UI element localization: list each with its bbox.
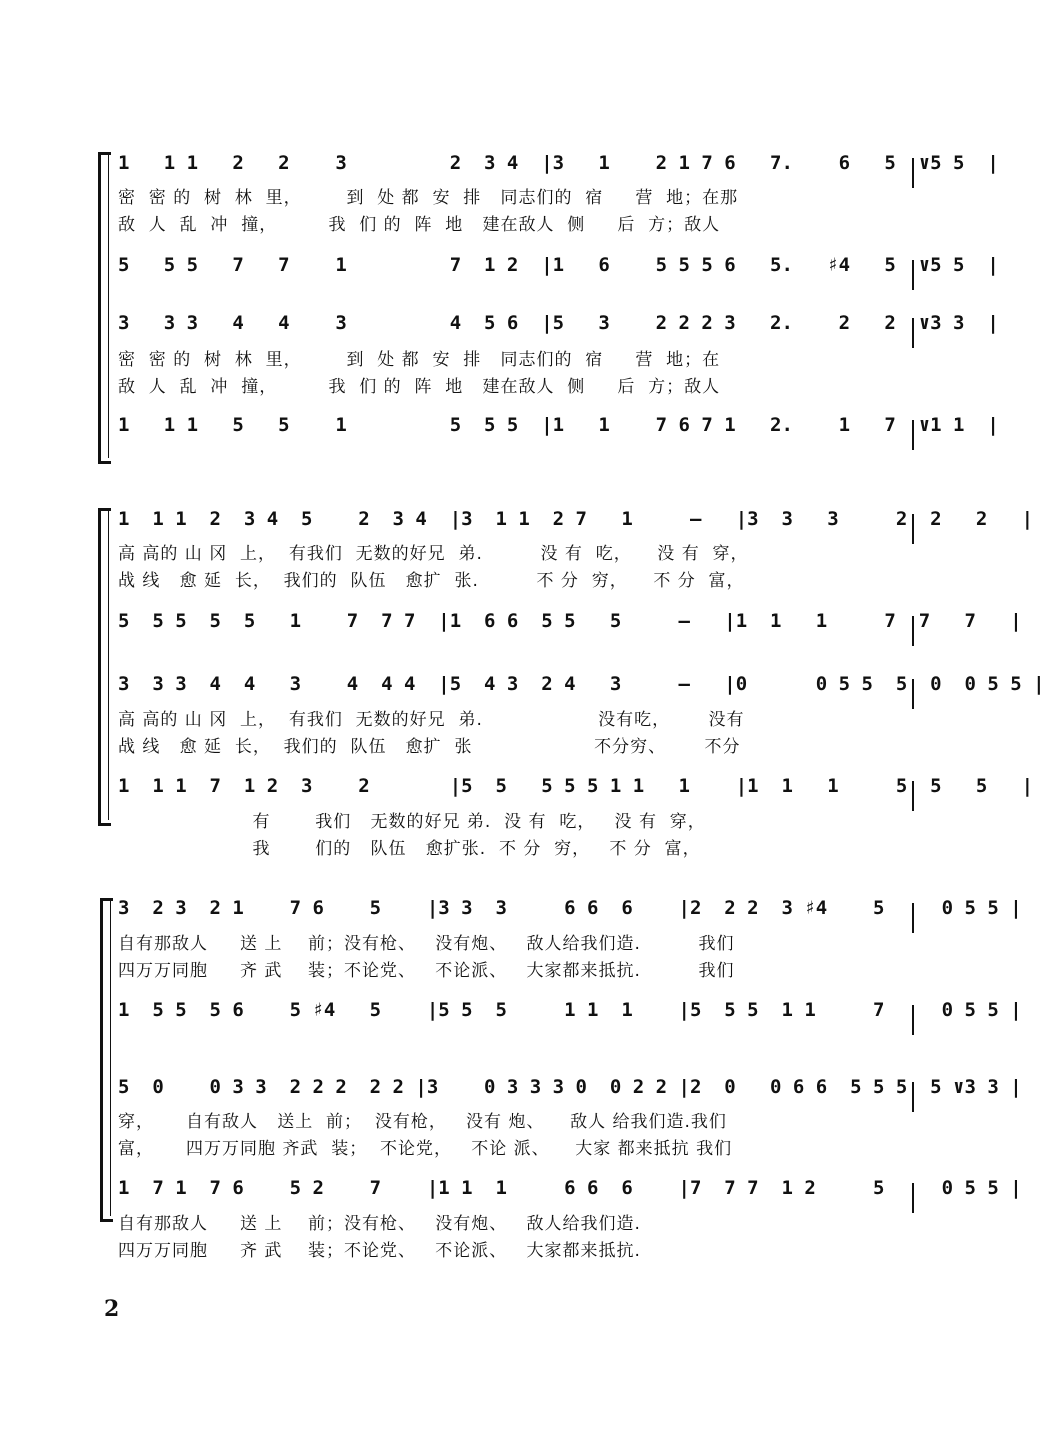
lyric-row: 穿， 自有敌人 送上 前； 没有枪， 没有 炮、 敌人 给我们造.我们 (118, 1112, 727, 1132)
lyric-row: 自有那敌人 送 上 前；没有枪、 没有炮、 敌人给我们造. 我们 (118, 934, 735, 954)
system-bracket-2-inner (108, 508, 109, 820)
lyric-row: 高 高的 山 冈 上， 有我们 无数的好兄 弟. 没有吃， 没有 (118, 710, 745, 730)
lyric-row: 富， 四万万同胞 齐武 装； 不论党， 不论 派、 大家 都来抵抗 我们 (118, 1139, 733, 1159)
notation-row: 3 3 3 4 4 3 4 5 6 |5 3 2 2 2 3 2. 2 2 ∨3 3 | (118, 312, 999, 334)
notation-row: 5 5 5 5 5 1 7 7 7 |1 6 6 5 5 5 – |1 1 1 7 7 7 | (118, 610, 1022, 632)
lyric-row: 自有那敌人 送 上 前；没有枪、 没有炮、 敌人给我们造. (118, 1214, 641, 1234)
notation-row: 3 2 3 2 1 7 6 5 |3 3 3 6 6 6 |2 2 2 3 ♯4 5 0 5 5 | (118, 897, 1022, 919)
lyric-row: 我 们的 队伍 愈扩张. 不 分 穷， 不 分 富， (118, 839, 701, 859)
system-bracket-3 (100, 898, 113, 1222)
lyric-row: 密 密 的 树 林 里， 到 处 都 安 排 同志们的 宿 营 地；在那 (118, 188, 739, 208)
system-bracket-3-inner (110, 898, 111, 1216)
notation-row: 1 7 1 7 6 5 2 7 |1 1 1 6 6 6 |7 7 7 1 2 5 0 5 5 | (118, 1177, 1022, 1199)
system-bracket-1 (98, 152, 111, 464)
lyric-row: 高 高的 山 冈 上， 有我们 无数的好兄 弟. 没 有 吃， 没 有 穿， (118, 544, 749, 564)
lyric-row: 敌 人 乱 冲 撞， 我 们 的 阵 地 建在敌人 侧 后 方；敌人 (118, 377, 721, 397)
notation-row: 3 3 3 4 4 3 4 4 4 |5 4 3 2 4 3 – |0 0 5 5 5 0 0 5 5 | (118, 673, 1045, 695)
page-number: 2 (104, 1296, 120, 1322)
lyric-row: 有 我们 无数的好兄 弟. 没 有 吃， 没 有 穿， (118, 812, 706, 832)
notation-row: 5 0 0 3 3 2 2 2 2 2 |3 0 3 3 3 0 0 2 2 |2 0 0 6 6 5 5 5 5 ∨3 3 | (118, 1076, 1022, 1098)
notation-row: 1 1 1 2 3 4 5 2 3 4 |3 1 1 2 7 1 – |3 3 3 2 2 2 | (118, 508, 1034, 530)
lyric-row: 敌 人 乱 冲 撞， 我 们 的 阵 地 建在敌人 侧 后 方；敌人 (118, 215, 721, 235)
notation-row: 5 5 5 7 7 1 7 1 2 |1 6 5 5 5 6 5. ♯4 5 ∨5 5 | (118, 254, 999, 276)
notation-row: 1 5 5 5 6 5 ♯4 5 |5 5 5 1 1 1 |5 5 5 1 1 7 0 5 5 | (118, 999, 1022, 1021)
notation-row: 1 1 1 5 5 1 5 5 5 |1 1 7 6 7 1 2. 1 7 ∨1 1 | (118, 414, 999, 436)
notation-row: 1 1 1 2 2 3 2 3 4 |3 1 2 1 7 6 7. 6 5 ∨5 5 | (118, 152, 999, 174)
system-bracket-2 (98, 508, 111, 826)
lyric-row: 战 线 愈 延 长， 我们的 队伍 愈扩 张 不分穷、 不分 (118, 737, 741, 757)
lyric-row: 战 线 愈 延 长， 我们的 队伍 愈扩 张. 不 分 穷， 不 分 富， (118, 571, 745, 591)
lyric-row: 四万万同胞 齐 武 装；不论党、 不论派、 大家都来抵抗. (118, 1241, 641, 1261)
lyric-row: 密 密 的 树 林 里， 到 处 都 安 排 同志们的 宿 营 地；在 (118, 350, 721, 370)
notation-row: 1 1 1 7 1 2 3 2 |5 5 5 5 5 1 1 1 |1 1 1 5 5 5 | (118, 775, 1034, 797)
lyric-row: 四万万同胞 齐 武 装；不论党、 不论派、 大家都来抵抗. 我们 (118, 961, 735, 981)
system-bracket-1-inner (108, 152, 109, 458)
